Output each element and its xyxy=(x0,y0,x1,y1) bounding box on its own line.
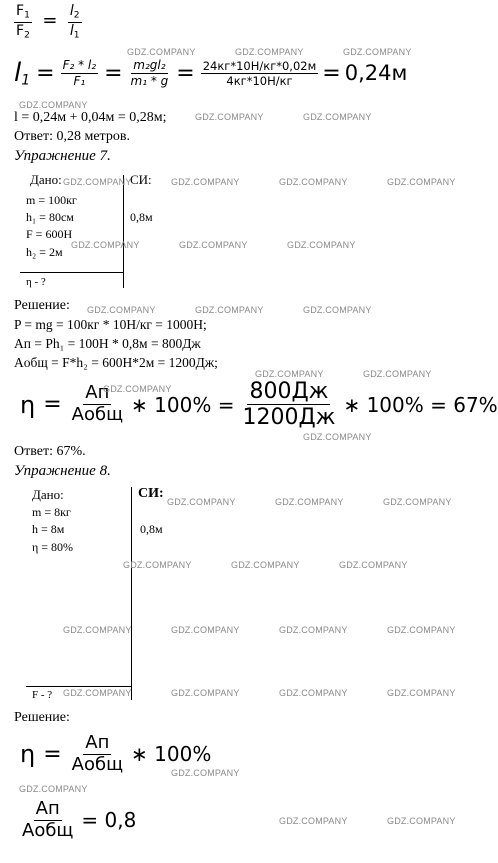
l2-sub: 2 xyxy=(73,10,80,21)
numerator: m₂gl₂ xyxy=(133,58,166,73)
watermark: GDZ.COMPANY xyxy=(387,177,456,187)
watermark: GDZ.COMPANY xyxy=(303,112,372,122)
given-mass: m = 8кг xyxy=(32,505,71,519)
equals-sign: = xyxy=(176,60,195,86)
find-force: F - ? xyxy=(32,689,53,701)
si-divider xyxy=(131,487,132,700)
numerator: 24кг*10Н/кг*0,02м xyxy=(202,58,317,73)
equals-sign: = xyxy=(42,10,58,32)
given-height2: h₂ = 2м xyxy=(26,245,63,259)
l1-lhs: $l_1$ xyxy=(14,58,31,89)
fraction-forces xyxy=(14,4,32,41)
f1-symbol: F xyxy=(16,3,25,19)
watermark: GDZ.COMPANY xyxy=(123,560,192,570)
watermark: GDZ.COMPANY xyxy=(303,305,372,315)
useful-work-calculation: Aп = Ph₁ = 100Н * 0,8м = 800Дж xyxy=(14,336,201,351)
ratio-value: = 0,8 xyxy=(81,808,137,833)
result-value: 0,24м xyxy=(344,61,408,86)
given-divider xyxy=(20,272,124,273)
equals-sign: = xyxy=(43,741,62,767)
formula-ratio xyxy=(14,4,82,41)
fraction-f2l2-f1 xyxy=(61,59,99,87)
fraction-numeric xyxy=(201,60,319,87)
watermark: GDZ.COMPANY xyxy=(195,305,264,315)
answer-1: Ответ: 0,28 метров. xyxy=(14,129,130,144)
equals-sign: = xyxy=(322,60,341,86)
denominator: Aобщ xyxy=(22,819,74,841)
watermark: GDZ.COMPANY xyxy=(363,369,432,379)
watermark: GDZ.COMPANY xyxy=(171,768,240,778)
fraction-mgl xyxy=(129,59,171,87)
denominator: 4кг*10Н/кг xyxy=(226,73,293,88)
f2-sub: 2 xyxy=(24,30,30,41)
l1-sub: 1 xyxy=(73,30,80,41)
si-label: СИ: xyxy=(130,172,152,187)
eta-symbol: η xyxy=(20,740,36,769)
si-label: СИ: xyxy=(138,486,164,501)
watermark: GDZ.COMPANY xyxy=(343,47,412,57)
watermark: GDZ.COMPANY xyxy=(171,688,240,698)
answer-7: Ответ: 67%. xyxy=(14,444,86,459)
denominator: m₁ * g xyxy=(130,73,169,88)
watermark: GDZ.COMPANY xyxy=(387,625,456,635)
denominator: 1200Дж xyxy=(242,405,336,431)
watermark: GDZ.COMPANY xyxy=(195,112,264,122)
watermark: GDZ.COMPANY xyxy=(19,784,88,794)
si-height1: 0,8м xyxy=(130,210,153,224)
exercise-7-title: Упражнение 7. xyxy=(14,148,111,164)
eta-symbol: η xyxy=(20,390,36,419)
watermark: GDZ.COMPANY xyxy=(279,816,348,826)
watermark: GDZ.COMPANY xyxy=(171,625,240,635)
efficiency-formula-7 xyxy=(20,380,498,429)
denominator: Aобщ xyxy=(71,753,124,775)
formula-l1 xyxy=(14,58,407,89)
watermark: GDZ.COMPANY xyxy=(279,688,348,698)
l2-symbol: l xyxy=(69,3,74,19)
watermark: GDZ.COMPANY xyxy=(279,177,348,187)
times-100-percent: ∗ 100% xyxy=(131,742,212,767)
watermark: GDZ.COMPANY xyxy=(387,816,456,826)
given-label: Дано: xyxy=(30,172,62,187)
numerator: Aп xyxy=(85,732,110,753)
solution-label: Решение: xyxy=(14,710,70,725)
watermark: GDZ.COMPANY xyxy=(303,432,372,442)
watermark: GDZ.COMPANY xyxy=(287,240,356,250)
watermark: GDZ.COMPANY xyxy=(87,305,156,315)
exercise-8-title: Упражнение 8. xyxy=(14,463,111,479)
watermark: GDZ.COMPANY xyxy=(63,688,132,698)
given-mass: m = 100кг xyxy=(26,193,77,207)
watermark: GDZ.COMPANY xyxy=(103,384,172,394)
numerator: F₂ * l₂ xyxy=(62,58,97,73)
f1-sub: 1 xyxy=(24,10,30,21)
total-work-calculation: Aобщ = F*h₂ = 600Н*2м = 1200Дж; xyxy=(14,355,218,370)
fraction-work xyxy=(70,734,125,775)
watermark: GDZ.COMPANY xyxy=(71,240,140,250)
watermark: GDZ.COMPANY xyxy=(19,100,88,110)
result-percent: ∗ 100% = 67% xyxy=(343,392,498,417)
times-100-percent: ∗ 100% = xyxy=(131,392,235,417)
given-height: h = 8м xyxy=(32,522,65,536)
watermark: GDZ.COMPANY xyxy=(383,497,452,507)
watermark: GDZ.COMPANY xyxy=(127,47,196,57)
numerator: Aп xyxy=(85,382,110,404)
fraction-work xyxy=(20,800,75,841)
equals-sign: = xyxy=(43,392,62,418)
given-force: F = 600Н xyxy=(26,227,73,241)
numerator: Aп xyxy=(35,798,60,819)
fraction-lengths xyxy=(68,4,82,41)
watermark: GDZ.COMPANY xyxy=(179,240,248,250)
find-efficiency: η - ? xyxy=(26,276,46,288)
watermark: GDZ.COMPANY xyxy=(63,625,132,635)
watermark: GDZ.COMPANY xyxy=(255,369,324,379)
solution-label: Решение: xyxy=(14,298,70,313)
watermark: GDZ.COMPANY xyxy=(171,177,240,187)
l1-symbol: l xyxy=(69,22,74,39)
fraction-joules xyxy=(240,380,337,429)
watermark: GDZ.COMPANY xyxy=(63,177,132,187)
watermark: GDZ.COMPANY xyxy=(339,560,408,570)
equals-sign: = xyxy=(36,60,55,86)
watermark: GDZ.COMPANY xyxy=(235,47,304,57)
si-height: 0,8м xyxy=(140,522,163,536)
watermark: GDZ.COMPANY xyxy=(167,497,236,507)
given-label: Дано: xyxy=(32,487,64,502)
watermark: GDZ.COMPANY xyxy=(231,560,300,570)
given-efficiency: η = 80% xyxy=(32,540,74,554)
efficiency-ratio-8 xyxy=(20,800,136,841)
si-divider xyxy=(123,175,124,288)
denominator: Aобщ xyxy=(71,404,124,426)
given-height1: h₁ = 80см xyxy=(26,210,74,224)
weight-calculation: P = mg = 100кг * 10Н/кг = 1000Н; xyxy=(14,317,207,332)
given-divider xyxy=(26,686,132,687)
length-calculation: l = 0,24м + 0,04м = 0,28м; xyxy=(14,110,167,125)
watermark: GDZ.COMPANY xyxy=(275,497,344,507)
numerator: 800Дж xyxy=(249,379,329,404)
f2-symbol: F xyxy=(16,22,25,39)
watermark: GDZ.COMPANY xyxy=(279,625,348,635)
denominator: F₁ xyxy=(73,73,86,88)
equals-sign: = xyxy=(104,60,123,86)
watermark: GDZ.COMPANY xyxy=(387,688,456,698)
